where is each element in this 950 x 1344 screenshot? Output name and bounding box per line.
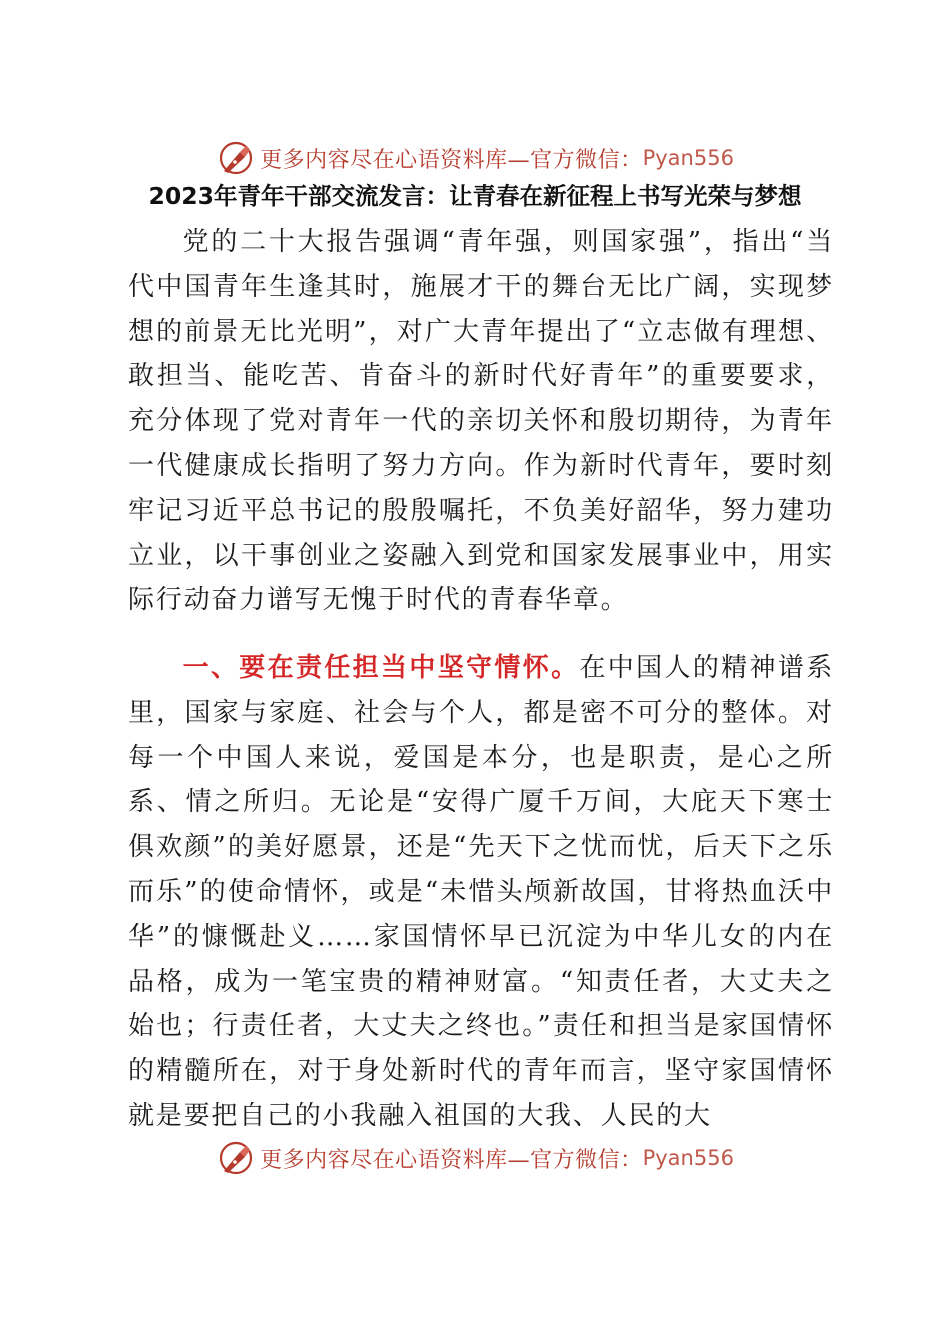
section-1-body: 在中国人的精神谱系里，国家与家庭、社会与个人，都是密不可分的整体。对每一个中国人来说，爱国是本分，也是职责，是心之所系、情之所归。无论是“安得广厦千万间，大庇天下寒士俱欢颜”的美好愿景，还是“先天下之忧而忧，后天下之乐而乐”的使命情怀，或是“未惜头颅新故国，甘将热血沃中华”的慷慨赴义……家国情怀早已沉淀为中华儿女的内在品格，成为一笔宝贵的精神财富。“知责任者，大丈夫之始也；行责任者，大丈夫之终也。”责任和担当是家国情怀的精髓所在，对于身处新时代的青年而言，坚守家国情怀就是要把自己的小我融入祖国的大我、人民的大: [128, 653, 835, 1131]
watermark-banner-bottom: [0, 1136, 950, 1180]
pen-nib-logo-icon: [216, 138, 256, 178]
watermark-handle: Pyan556: [642, 146, 734, 170]
document-title: 2023年青年干部交流发言：让青春在新征程上书写光荣与梦想: [148, 182, 802, 210]
watermark-text: 更多内容尽在心语资料库—官方微信：: [260, 1147, 643, 1173]
paragraph-section-1: [128, 646, 834, 1139]
paragraph-intro-text: 党的二十大报告强调“青年强，则国家强”，指出“当代中国青年生逢其时，施展才干的舞台无比广阔，实现梦想的前景无比光明”，对广大青年提出了“立志做有理想、敢担当、能吃苦、肯奋斗的新时代好青年”的重要要求，充分体现了党对青年一代的亲切关怀和殷切期待，为青年一代健康成长指明了努力方向。作为新时代青年，要时刻牢记习近平总书记的殷殷嘱托，不负美好韶华，努力建功立业，以干事创业之姿融入到党和国家发展事业中，用实际行动奋力谱写无愧于时代的青春华章。: [128, 227, 834, 616]
watermark-handle: Pyan556: [642, 1146, 734, 1170]
watermark-banner-top: [0, 136, 950, 180]
pen-nib-logo-icon: [216, 1138, 256, 1178]
section-1-heading: 一、要在责任担当中坚守情怀。: [182, 653, 580, 683]
paragraph-intro: [128, 220, 834, 623]
watermark-text: 更多内容尽在心语资料库—官方微信：: [260, 147, 643, 173]
